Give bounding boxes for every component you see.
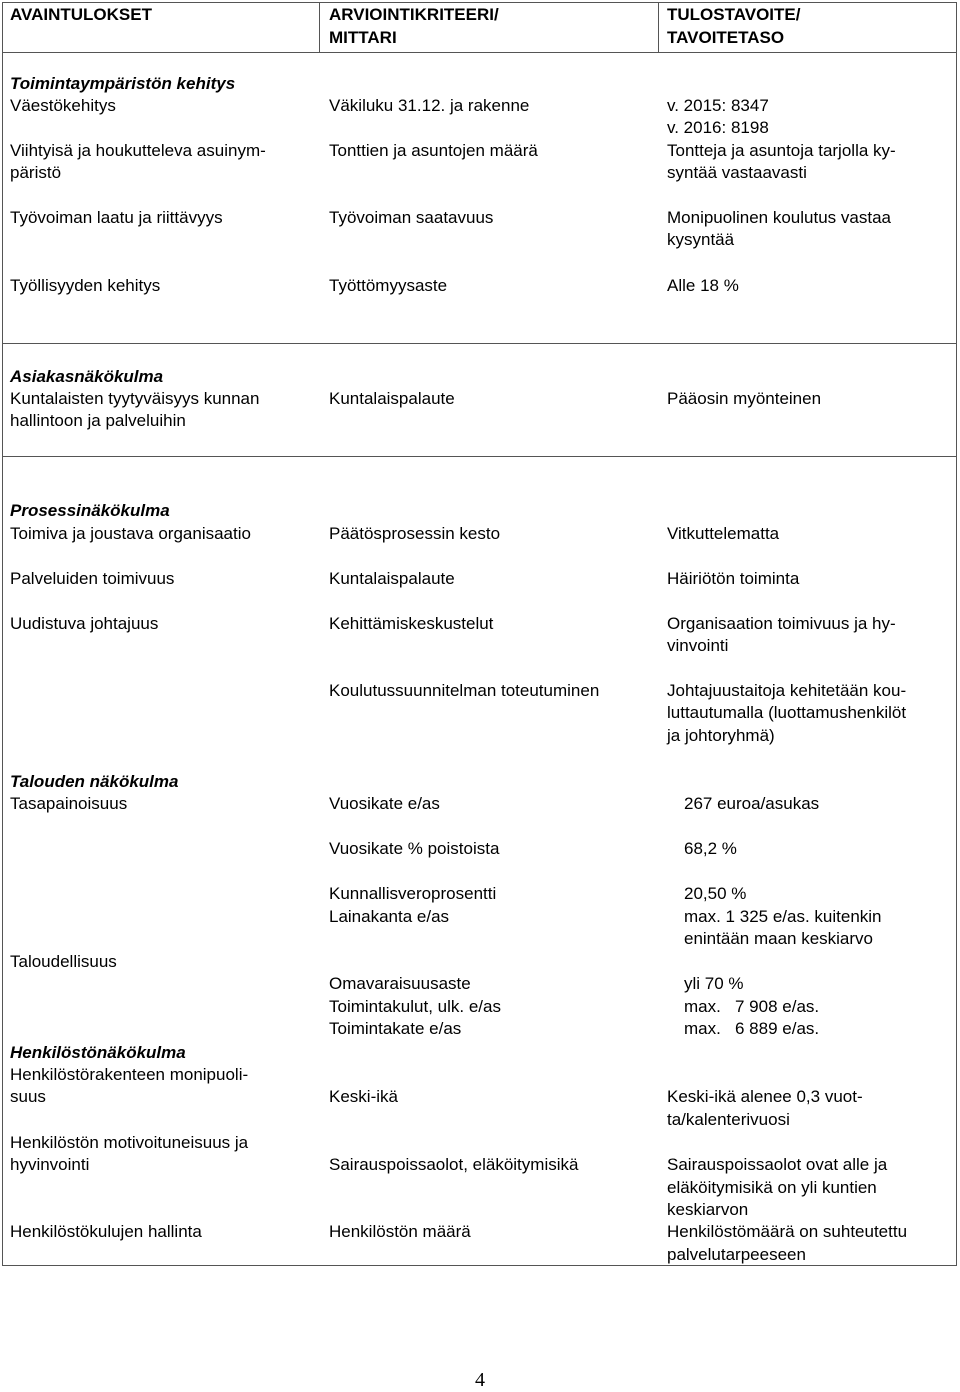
cell-henkilostorakenne-2: suus: [10, 1087, 46, 1106]
cell-keski-ika-alenee-1: Keski-ikä alenee 0,3 vuot-: [667, 1087, 863, 1106]
header-divider: [2, 52, 957, 53]
header-col-divider-1: [319, 2, 320, 53]
cell-johtajuustaidot-3: ja johtoryhmä): [667, 726, 775, 745]
section-divider-1: [2, 343, 957, 344]
cell-tontteja-2: syntää vastaavasti: [667, 163, 807, 182]
cell-sairauspoissaolot-tavoite-3: keskiarvon: [667, 1200, 749, 1219]
cell-tyytyvaisyys-2: hallintoon ja palveluihin: [10, 411, 186, 430]
cell-max-6889: max. 6 889 e/as.: [684, 1019, 820, 1038]
cell-vakiluku-2016: v. 2016: 8198: [667, 118, 769, 137]
cell-vuosikate-eas: Vuosikate e/as: [329, 794, 440, 813]
header-tavoitetaso: TAVOITETASO: [667, 28, 785, 47]
cell-hairioton: Häiriötön toiminta: [667, 569, 800, 588]
cell-uudistuva-johtajuus: Uudistuva johtajuus: [10, 614, 159, 633]
cell-organisaatio: Toimiva ja joustava organisaatio: [10, 524, 251, 543]
cell-koulutus-1: Monipuolinen koulutus vastaa: [667, 208, 891, 227]
cell-sairauspoissaolot-tavoite-2: eläköitymisikä on yli kuntien: [667, 1178, 877, 1197]
cell-henkilostorakenne-1: Henkilöstörakenteen monipuoli-: [10, 1065, 249, 1084]
cell-henkiloston-maara: Henkilöstön määrä: [329, 1222, 471, 1241]
cell-palveluiden-toimivuus: Palveluiden toimivuus: [10, 569, 175, 588]
section-title-asiakas: Asiakasnäkökulma: [10, 367, 164, 386]
cell-max-7908: max. 7 908 e/as.: [684, 997, 820, 1016]
cell-asuinymparisto-2: päristö: [10, 163, 62, 182]
cell-koulutussuunnitelma: Koulutussuunnitelman toteutuminen: [329, 681, 600, 700]
cell-taloudellisuus: Taloudellisuus: [10, 952, 117, 971]
cell-tonttien-maara: Tonttien ja asuntojen määrä: [329, 141, 538, 160]
cell-enintaan-keskiarvo: enintään maan keskiarvo: [684, 929, 874, 948]
section-title-toimintaymparisto: Toimintaympäristön kehitys: [10, 74, 236, 93]
cell-tontteja-1: Tontteja ja asuntoja tarjolla ky-: [667, 141, 896, 160]
cell-alle-18: Alle 18 %: [667, 276, 739, 295]
cell-toimintakulut: Toimintakulut, ulk. e/as: [329, 997, 501, 1016]
header-col-divider-2: [658, 2, 659, 53]
section-title-henkilosto: Henkilöstönäkökulma: [10, 1043, 186, 1062]
cell-267-euroa: 267 euroa/asukas: [684, 794, 820, 813]
cell-kehittamiskeskustelut: Kehittämiskeskustelut: [329, 614, 494, 633]
cell-toimintakate: Toimintakate e/as: [329, 1019, 462, 1038]
cell-sairauspoissaolot: Sairauspoissaolot, eläköitymisikä: [329, 1155, 579, 1174]
page-number: 4: [475, 1369, 485, 1391]
cell-vakiluku: Väkiluku 31.12. ja rakenne: [329, 96, 530, 115]
cell-motivoituneisuus-2: hyvinvointi: [10, 1155, 90, 1174]
cell-omavaraisuusaste: Omavaraisuusaste: [329, 974, 471, 993]
cell-tyottomyysaste: Työttömyysaste: [329, 276, 448, 295]
header-mittari: MITTARI: [329, 28, 397, 47]
cell-yli-70: yli 70 %: [684, 974, 744, 993]
cell-keski-ika-alenee-2: ta/kalenterivuosi: [667, 1110, 790, 1129]
cell-tyollisyys: Työllisyyden kehitys: [10, 276, 161, 295]
cell-paatosprosessi: Päätösprosessin kesto: [329, 524, 501, 543]
header-tulostavoite: TULOSTAVOITE/: [667, 5, 801, 24]
cell-sairauspoissaolot-tavoite-1: Sairauspoissaolot ovat alle ja: [667, 1155, 888, 1174]
cell-vuosikate-poistoista: Vuosikate % poistoista: [329, 839, 500, 858]
cell-motivoituneisuus-1: Henkilöstön motivoituneisuus ja: [10, 1133, 249, 1152]
cell-koulutus-2: kysyntää: [667, 230, 735, 249]
cell-68-2: 68,2 %: [684, 839, 737, 858]
cell-vaestokehitys: Väestökehitys: [10, 96, 116, 115]
cell-vitkuttelematta: Vitkuttelematta: [667, 524, 780, 543]
cell-henkilostomaara-1: Henkilöstömäärä on suhteutettu: [667, 1222, 908, 1241]
cell-kuntalaispalaute-2: Kuntalaispalaute: [329, 569, 455, 588]
cell-tyytyvaisyys-1: Kuntalaisten tyytyväisyys kunnan: [10, 389, 260, 408]
cell-vakiluku-2015: v. 2015: 8347: [667, 96, 769, 115]
cell-tyovoiman-laatu: Työvoiman laatu ja riittävyys: [10, 208, 223, 227]
header-avaintulokset: AVAINTULOKSET: [10, 5, 152, 24]
cell-keski-ika: Keski-ikä: [329, 1087, 398, 1106]
cell-organisaation-toimivuus-2: vinvointi: [667, 636, 729, 655]
section-title-prosessi: Prosessinäkökulma: [10, 501, 170, 520]
cell-max-1325: max. 1 325 e/as. kuitenkin: [684, 907, 882, 926]
cell-asuinymparisto-1: Viihtyisä ja houkutteleva asuinym-: [10, 141, 266, 160]
cell-johtajuustaidot-1: Johtajuustaitoja kehitetään kou-: [667, 681, 907, 700]
cell-veroprosentti: Kunnallisveroprosentti: [329, 884, 497, 903]
section-divider-2: [2, 456, 957, 457]
cell-lainakanta: Lainakanta e/as: [329, 907, 450, 926]
cell-organisaation-toimivuus-1: Organisaation toimivuus ja hy-: [667, 614, 896, 633]
cell-20-50: 20,50 %: [684, 884, 747, 903]
cell-tasapainoisuus: Tasapainoisuus: [10, 794, 128, 813]
cell-henkilostomaara-2: palvelutarpeeseen: [667, 1245, 806, 1264]
cell-tyovoiman-saatavuus: Työvoiman saatavuus: [329, 208, 494, 227]
cell-kuntalaispalaute-1: Kuntalaispalaute: [329, 389, 455, 408]
cell-johtajuustaidot-2: luttautumalla (luottamushenkilöt: [667, 703, 907, 722]
cell-henkilostokulut: Henkilöstökulujen hallinta: [10, 1222, 202, 1241]
section-title-talous: Talouden näkökulma: [10, 772, 179, 791]
header-arviointikriteeri: ARVIOINTIKRITEERI/: [329, 5, 499, 24]
cell-paaosin-myonteinen: Pääosin myönteinen: [667, 389, 822, 408]
